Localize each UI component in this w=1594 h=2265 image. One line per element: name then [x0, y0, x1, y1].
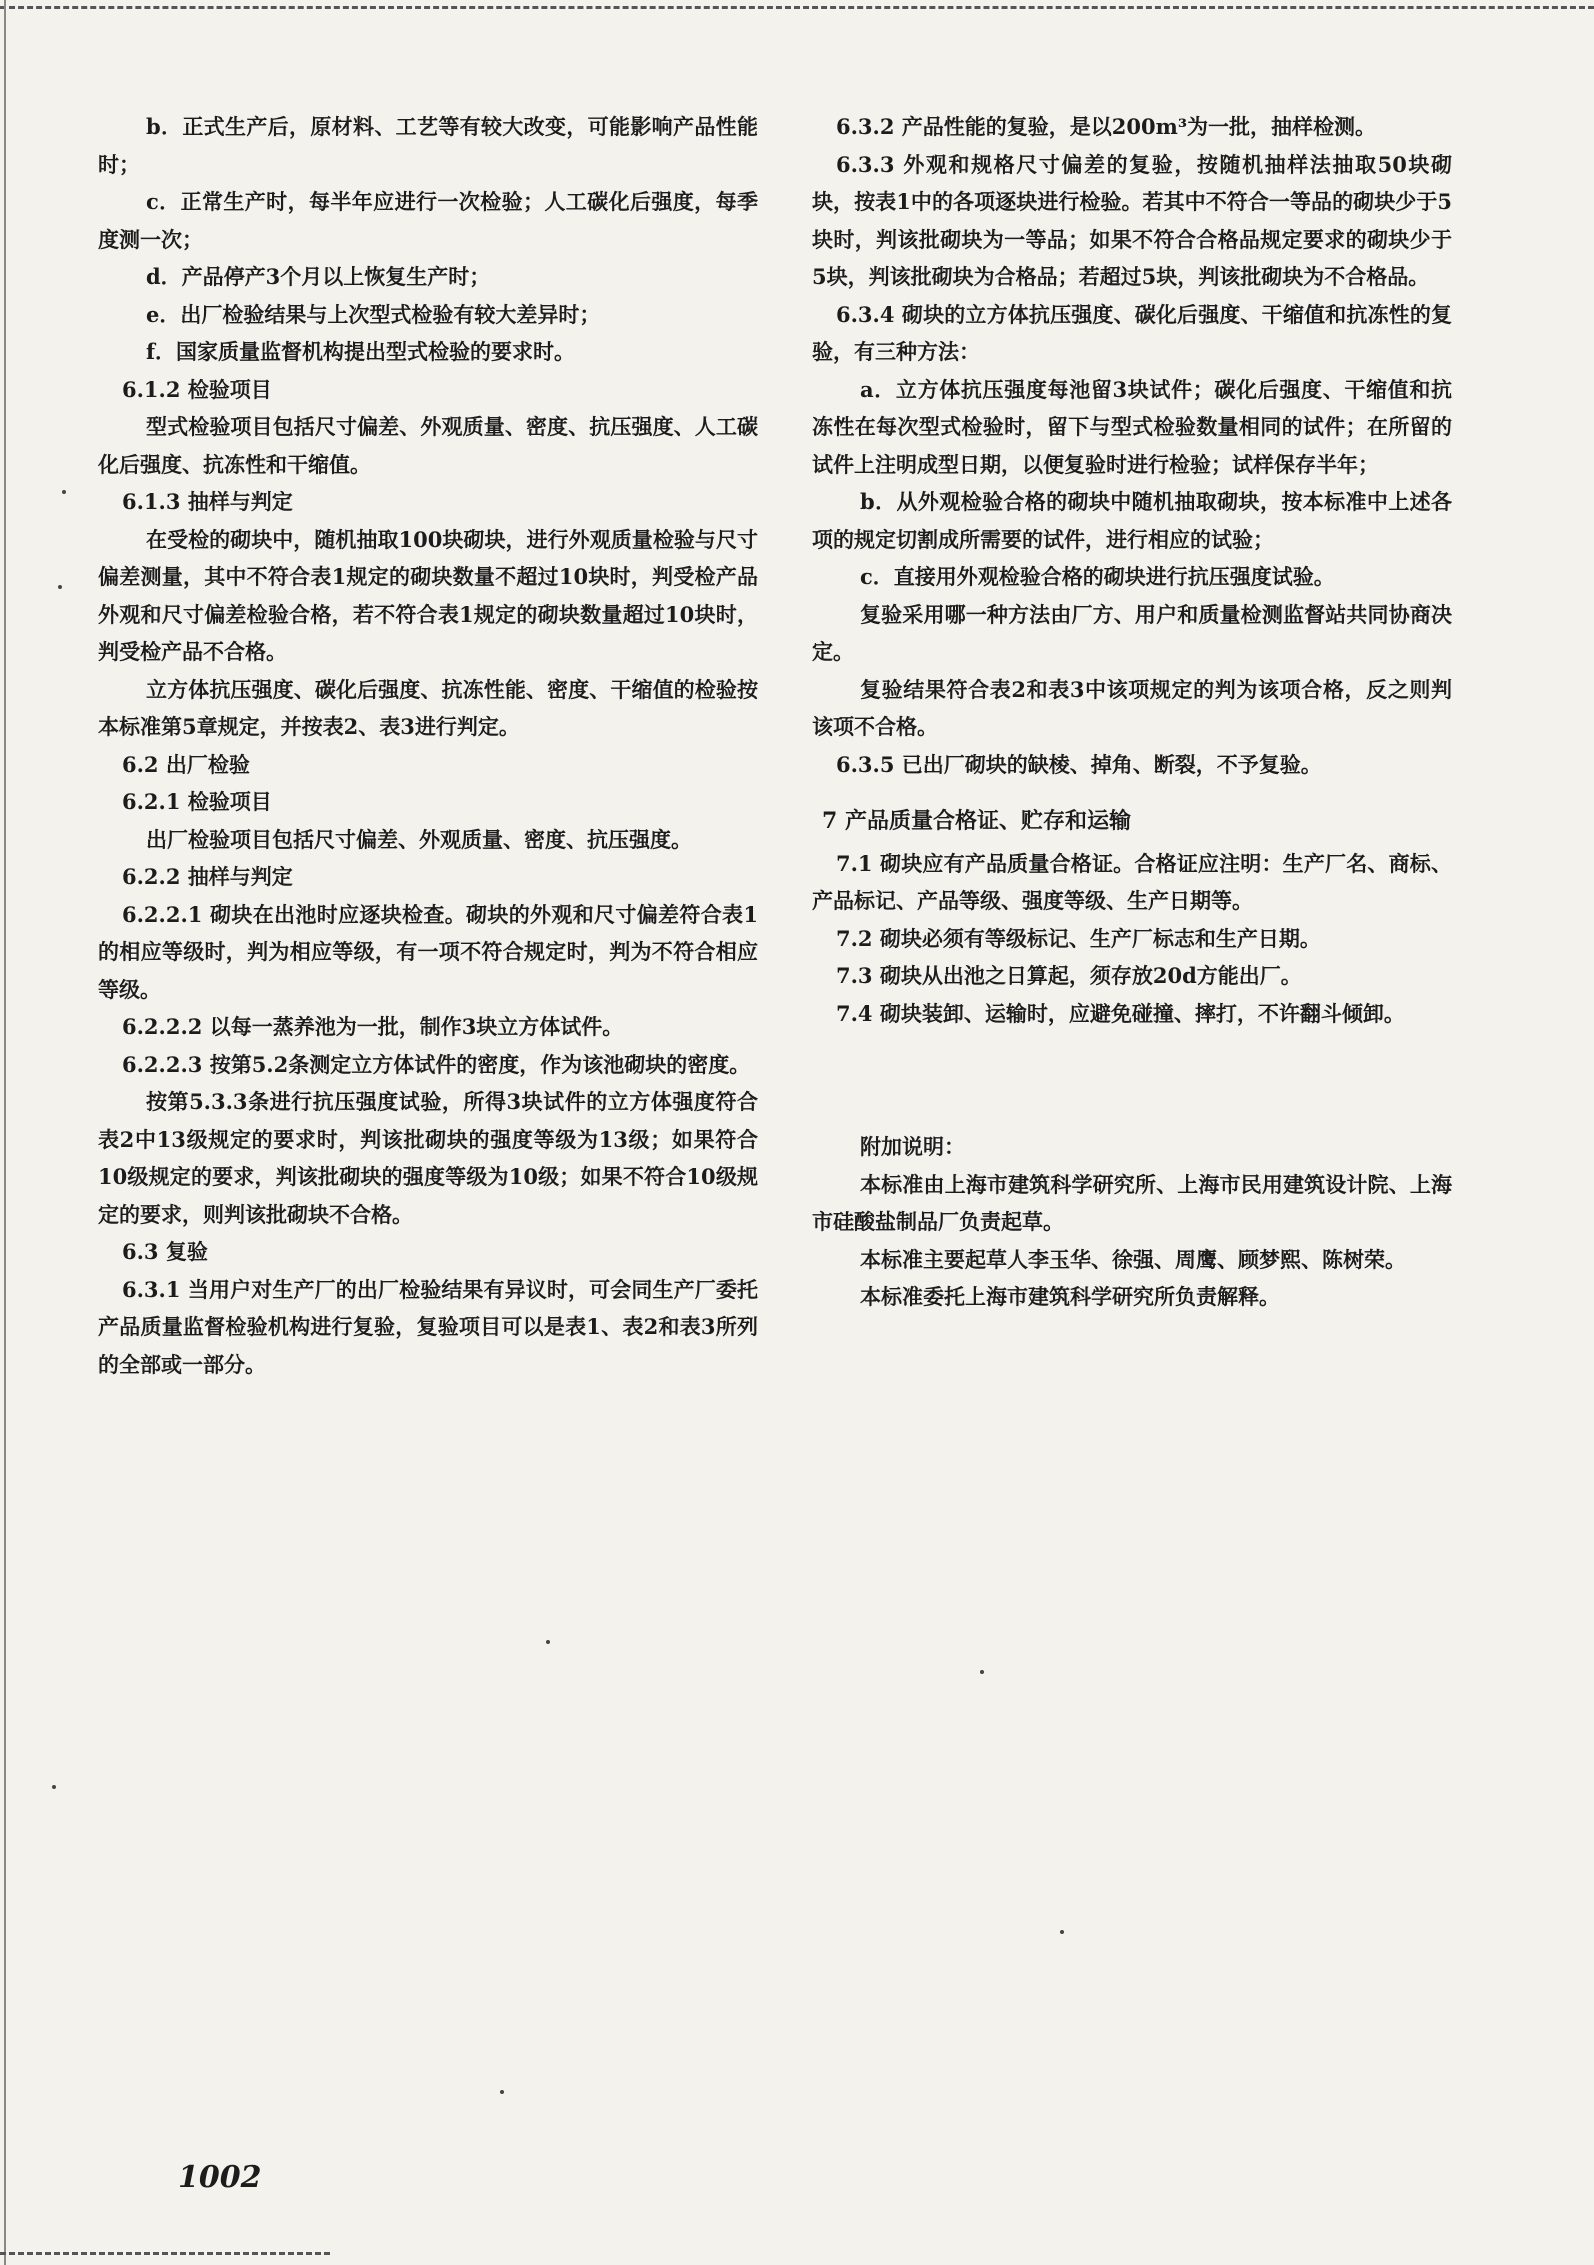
right-paragraph: 6.3.2 产品性能的复验，是以200m³为一批，抽样检测。: [836, 114, 1377, 139]
left-paragraph: 6.1.3 抽样与判定: [122, 489, 293, 514]
scan-speck: [52, 1785, 56, 1789]
left-paragraph: 立方体抗压强度、碳化后强度、抗冻性能、密度、干缩值的检验按本标准第5章规定，并按表2、表3进行判定。: [98, 676, 758, 739]
right-paragraph: 本标准委托上海市建筑科学研究所负责解释。: [860, 1284, 1280, 1309]
right-paragraph: 7.2 砌块必须有等级标记、生产厂标志和生产日期。: [836, 925, 1321, 951]
left-paragraph: b．正式生产后，原材料、工艺等有较大改变，可能影响产品性能时；: [98, 114, 758, 177]
right-paragraph: 6.3.3 外观和规格尺寸偏差的复验，按随机抽样法抽取50块砌块，按表1中的各项逐块进行检验。若其中不符合一等品的砌块少于5块时，判该批砌块为一等品；如果不符合合格品规定要求的砌块少于5块，判该批砌块为合格品；若超过5块，判该批砌块为不合格品。: [812, 151, 1452, 289]
right-paragraph: 复验采用哪一种方法由厂方、用户和质量检测监督站共同协商决定。: [812, 601, 1452, 664]
right-paragraph: 7.3 砌块从出池之日算起，须存放20d方能出厂。: [836, 963, 1302, 988]
left-paragraph: 6.2.2.3 按第5.2条测定立方体试件的密度，作为该池砌块的密度。: [122, 1051, 751, 1077]
left-text-column: [98, 108, 758, 1383]
left-paragraph: 6.2.1 检验项目: [122, 789, 272, 814]
left-paragraph: c．正常生产时，每半年应进行一次检验；人工碳化后强度，每季度测一次；: [98, 189, 758, 252]
right-paragraph: 本标准由上海市建筑科学研究所、上海市民用建筑设计院、上海市硅酸盐制品厂负责起草。: [812, 1171, 1452, 1234]
left-scan-edge: [4, 0, 6, 2265]
right-paragraph: b．从外观检验合格的砌块中随机抽取砌块，按本标准中上述各项的规定切割成所需要的试件，进行相应的试验；: [812, 489, 1452, 552]
left-paragraph: 6.2.2 抽样与判定: [122, 864, 293, 889]
right-paragraph: 复验结果符合表2和表3中该项规定的判为该项合格，反之则判该项不合格。: [812, 676, 1452, 739]
bottom-dashed-border: [0, 2252, 330, 2255]
scan-speck: [1060, 1930, 1064, 1934]
scan-speck: [980, 1670, 984, 1674]
scan-speck: [62, 490, 66, 494]
right-paragraph: 本标准主要起草人李玉华、徐强、周鹰、顾梦熙、陈树荣。: [860, 1246, 1406, 1272]
right-paragraph: 6.3.4 砌块的立方体抗压强度、碳化后强度、干缩值和抗冻性的复验，有三种方法：: [812, 301, 1452, 364]
left-paragraph: 按第5.3.3条进行抗压强度试验，所得3块试件的立方体强度符合表2中13级规定的要求时，判该批砌块的强度等级为13级；如果符合10级规定的要求，判该批砌块的强度等级为10级；如果不符合10级规定的要求，则判该批砌块不合格。: [98, 1089, 758, 1227]
scan-speck: [58, 585, 62, 589]
left-paragraph: 在受检的砌块中，随机抽取100块砌块，进行外观质量检验与尺寸偏差测量，其中不符合表1规定的砌块数量不超过10块时，判受检产品外观和尺寸偏差检验合格，若不符合表1规定的砌块数量超过10块时，判受检产品不合格。: [98, 526, 758, 664]
left-paragraph: 6.2 出厂检验: [122, 751, 250, 777]
scan-speck: [546, 1640, 550, 1644]
left-paragraph: 6.2.2.1 砌块在出池时应逐块检查。砌块的外观和尺寸偏差符合表1的相应等级时，判为相应等级，有一项不符合规定时，判为不符合相应等级。: [98, 901, 758, 1002]
right-paragraph: 7.4 砌块装卸、运输时，应避免碰撞、摔打，不许翻斗倾卸。: [836, 1000, 1405, 1026]
right-text-column: [812, 108, 1452, 1316]
left-paragraph: 6.3 复验: [122, 1239, 208, 1264]
right-paragraph: 7.1 砌块应有产品质量合格证。合格证应注明：生产厂名、商标、产品标记、产品等级、强度等级、生产日期等。: [812, 850, 1452, 913]
page-number: 1002: [178, 2160, 262, 2195]
top-dashed-border: [0, 6, 1594, 9]
right-paragraph: 6.3.5 已出厂砌块的缺棱、掉角、断裂，不予复验。: [836, 751, 1322, 777]
left-paragraph: d．产品停产3个月以上恢复生产时；: [146, 264, 491, 289]
right-paragraph: a．立方体抗压强度每池留3块试件；碳化后强度、干缩值和抗冻性在每次型式检验时，留下与型式检验数量相同的试件；在所留的试件上注明成型日期，以便复验时进行检验；试样保存半年；: [812, 376, 1452, 477]
left-paragraph: f．国家质量监督机构提出型式检验的要求时。: [146, 339, 576, 364]
left-paragraph: 型式检验项目包括尺寸偏差、外观质量、密度、抗压强度、人工碳化后强度、抗冻性和干缩值。: [98, 414, 758, 477]
right-paragraph: c．直接用外观检验合格的砌块进行抗压强度试验。: [860, 564, 1335, 589]
scan-speck: [500, 2090, 504, 2094]
right-paragraph: 附加说明：: [860, 1134, 965, 1159]
left-paragraph: 出厂检验项目包括尺寸偏差、外观质量、密度、抗压强度。: [146, 826, 692, 852]
right-paragraph: 7 产品质量合格证、贮存和运输: [822, 808, 1131, 834]
left-paragraph: e．出厂检验结果与上次型式检验有较大差异时；: [146, 301, 601, 327]
left-paragraph: 6.2.2.2 以每一蒸养池为一批，制作3块立方体试件。: [122, 1014, 624, 1039]
left-paragraph: 6.3.1 当用户对生产厂的出厂检验结果有异议时，可会同生产厂委托产品质量监督检验机构进行复验，复验项目可以是表1、表2和表3所列的全部或一部分。: [98, 1276, 758, 1377]
left-paragraph: 6.1.2 检验项目: [122, 376, 272, 402]
